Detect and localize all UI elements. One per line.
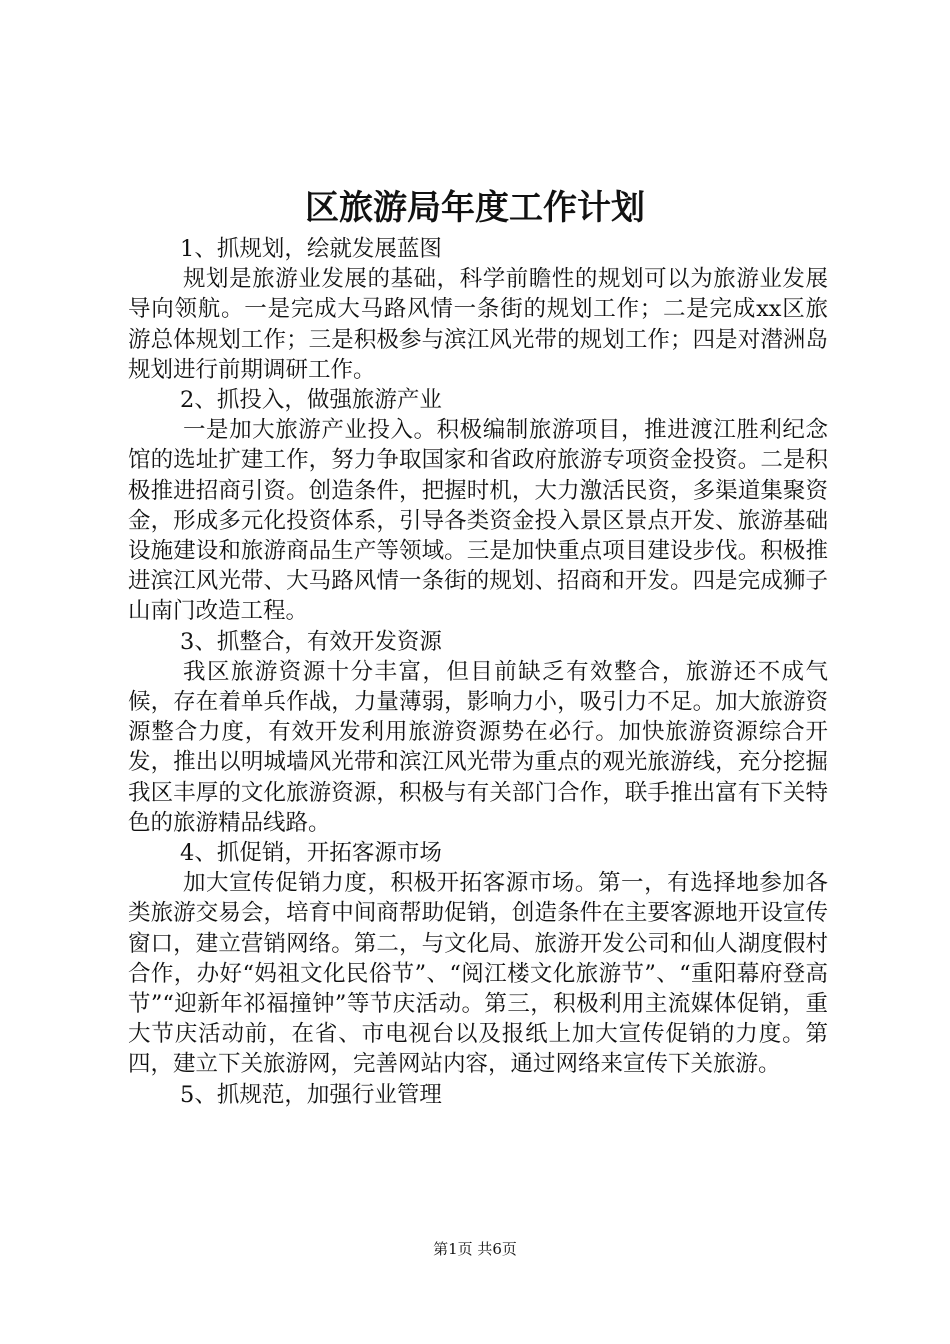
section-paragraph: 我区旅游资源十分丰富，但目前缺乏有效整合，旅游还不成气候，存在着单兵作战，力量薄弱，影响力小，吸引力不足。加大旅游资源整合力度，有效开发利用旅游资源势在必行。加快旅游资源综合开发，推出以明城墙风光带和滨江风光带为重点的观光旅游线，充分挖掘我区丰厚的文化旅游资源，积极与有关部门合作，联手推出富有下关特色的旅游精品线路。 (128, 658, 828, 836)
section-heading: 2、抓投入，做强旅游产业 (180, 387, 442, 414)
section-heading: 5、抓规范，加强行业管理 (180, 1081, 442, 1108)
section-heading: 4、抓促销，开拓客源市场 (180, 840, 442, 867)
page-footer: 第1页 共6页 (433, 1240, 517, 1258)
section-heading: 1、抓规划，绘就发展蓝图 (180, 236, 442, 262)
document-title: 区旅游局年度工作计划 (305, 188, 645, 228)
document-body (128, 234, 828, 1110)
section-paragraph: 一是加大旅游产业投入。积极编制旅游项目，推进渡江胜利纪念馆的选址扩建工作，努力争取国家和省政府旅游专项资金投资。二是积极推进招商引资。创造条件，把握时机，大力激活民资，多渠道集聚资金，形成多元化投资体系，引导各类资金投入景区景点开发、旅游基础设施建设和旅游商品生产等领域。三是加快重点项目建设步伐。积极推进滨江风光带、大马路风情一条街的规划、招商和开发。四是完成狮子山南门改造工程。 (128, 417, 828, 625)
section-heading: 3、抓整合，有效开发资源 (180, 628, 442, 655)
section-paragraph: 加大宣传促销力度，积极开拓客源市场。第一，有选择地参加各类旅游交易会，培育中间商帮助促销，创造条件在主要客源地开设宣传窗口，建立营销网络。第二，与文化局、旅游开发公司和仙人湖度假村合作，办好“妈祖文化民俗节”、“阅江楼文化旅游节”、“重阳幕府登高节”“迎新年祁福撞钟”等节庆活动。第三，积极利用主流媒体促销，重大节庆活动前，在省、市电视台以及报纸上加大宣传促销的力度。第四，建立下关旅游网，完善网站内容，通过网络来宣传下关旅游。 (128, 870, 828, 1078)
section-paragraph: 规划是旅游业发展的基础，科学前瞻性的规划可以为旅游业发展导向领航。一是完成大马路风情一条街的规划工作；二是完成xx区旅游总体规划工作；三是积极参与滨江风光带的规划工作；四是对潜洲岛规划进行前期调研工作。 (128, 266, 828, 383)
